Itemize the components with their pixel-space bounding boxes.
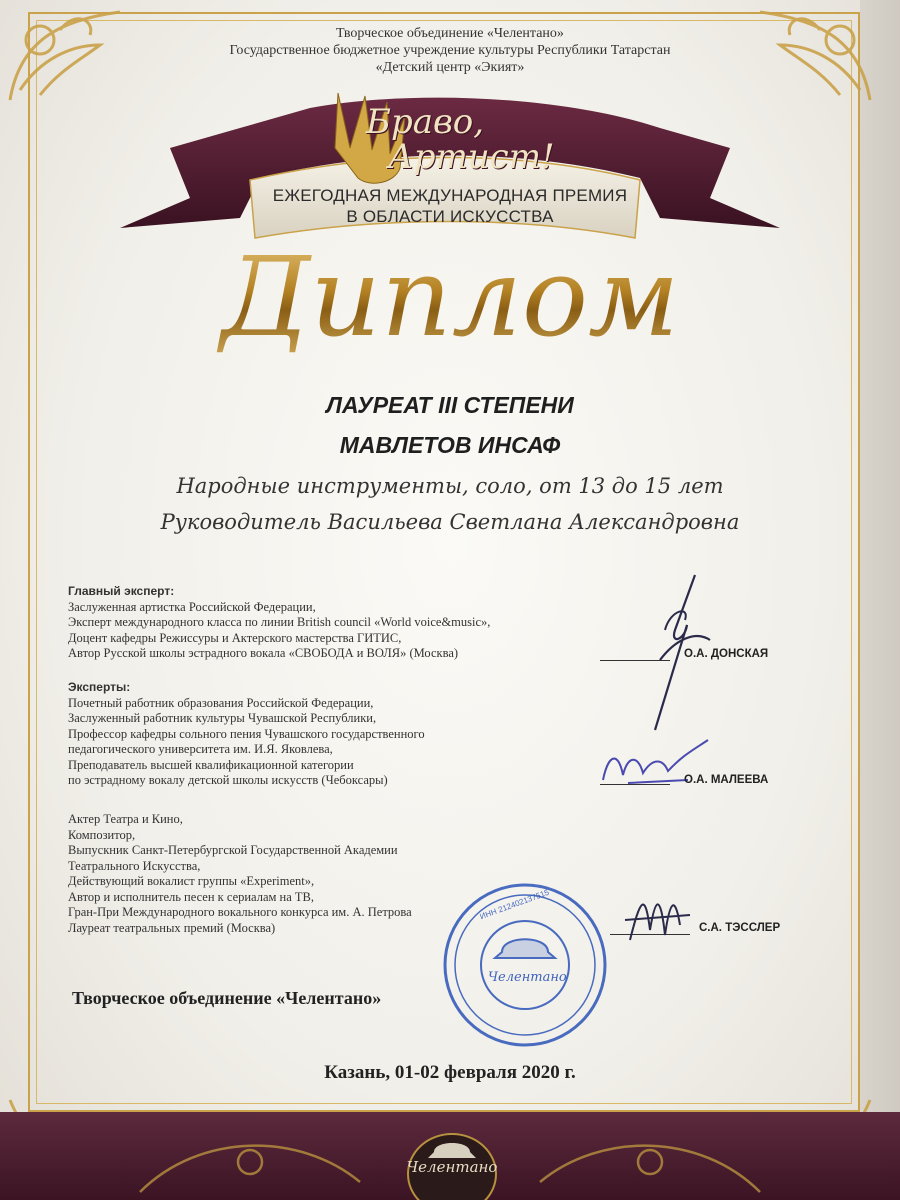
expert3-line: Композитор, bbox=[68, 827, 136, 842]
experts-line: Заслуженный работник культуры Чувашской Республики, bbox=[68, 711, 377, 725]
premium-line2: В ОБЛАСТИ ИСКУССТВА bbox=[346, 207, 554, 226]
expert3-line: Актер Театра и Кино, bbox=[68, 812, 183, 826]
expert3-line: Театрального Искусства, bbox=[68, 858, 201, 873]
chief-expert-block bbox=[68, 584, 490, 662]
stamp-inn-text: ИНН 212402137515 bbox=[478, 887, 551, 922]
signature-name-maleeva: О.А. МАЛЕЕВА bbox=[684, 774, 769, 786]
expert3-line: Гран-При Международного вокального конкурса им. А. Петрова bbox=[68, 905, 412, 919]
experts-line: по эстрадному вокалу детской школы искусств (Чебоксары) bbox=[68, 773, 388, 787]
background-wall bbox=[860, 0, 900, 1200]
header-institution: Государственное бюджетное учреждение культуры Республики Татарстан bbox=[229, 43, 671, 58]
signature-tessler-icon bbox=[620, 880, 700, 960]
signature-maleeva-icon bbox=[598, 735, 718, 795]
chief-expert-heading: Главный эксперт: bbox=[68, 584, 175, 598]
chief-expert-line: Заслуженная артистка Российской Федерации, bbox=[68, 599, 316, 614]
signature-name-donskaya: О.А. ДОНСКАЯ bbox=[684, 648, 769, 660]
expert3-line: Выпускник Санкт-Петербургской Государственной Академии bbox=[68, 843, 398, 857]
organization-footer: Творческое объединение «Челентано» bbox=[72, 988, 382, 1008]
signature-name-tessler: С.А. ТЭССЛЕР bbox=[699, 922, 781, 934]
logo-title-line1: Браво, bbox=[366, 102, 485, 142]
expert3-line: Лауреат театральных премий (Москва) bbox=[68, 920, 276, 935]
expert3-line: Действующий вокалист группы «Experiment», bbox=[68, 874, 315, 888]
chief-expert-line: Автор Русской школы эстрадного вокала «СВОБОДА и ВОЛЯ» (Москва) bbox=[68, 646, 459, 660]
header-organization: Творческое объединение «Челентано» bbox=[336, 26, 564, 41]
experts-line: Профессор кафедры сольного пения Чувашского государственного bbox=[68, 726, 425, 741]
experts-block bbox=[68, 680, 425, 789]
stamp-center-text: Челентано bbox=[488, 970, 567, 985]
chief-expert-line: Эксперт международного класса по линии British council «World voice&music», bbox=[68, 615, 491, 629]
nomination-category: Народные инструменты, соло, от 13 до 15 лет bbox=[176, 474, 724, 498]
expert3-line: Автор и исполнитель песен к сериалам на ТВ, bbox=[68, 889, 314, 904]
leader-name: Руководитель Васильева Светлана Александровна bbox=[160, 510, 740, 534]
experts-line: педагогического университета им. И.Я. Яковлева, bbox=[68, 742, 333, 756]
recipient-name: МАВЛЕТОВ ИНСАФ bbox=[339, 432, 561, 458]
experts-line: Почетный работник образования Российской Федерации, bbox=[68, 695, 374, 710]
logo-title-line2: Артист! bbox=[388, 137, 555, 177]
diploma-title: Диплом bbox=[0, 232, 900, 362]
experts-heading: Эксперты: bbox=[68, 680, 131, 694]
place-date: Казань, 01-02 февраля 2020 г. bbox=[324, 1062, 576, 1083]
chief-expert-line: Доцент кафедры Режиссуры и Актерского мастерства ГИТИС, bbox=[68, 630, 402, 645]
bottom-logo-text: Челентано bbox=[406, 1158, 498, 1176]
expert3-block bbox=[68, 812, 412, 936]
experts-line: Преподаватель высшей квалификационной категории bbox=[68, 757, 354, 772]
premium-line1: ЕЖЕГОДНАЯ МЕЖДУНАРОДНАЯ ПРЕМИЯ bbox=[272, 186, 628, 205]
stamp-seal-icon bbox=[440, 880, 610, 1050]
laureat-degree: ЛАУРЕАТ III СТЕПЕНИ bbox=[326, 392, 574, 418]
header-center: «Детский центр «Экият» bbox=[375, 60, 525, 75]
